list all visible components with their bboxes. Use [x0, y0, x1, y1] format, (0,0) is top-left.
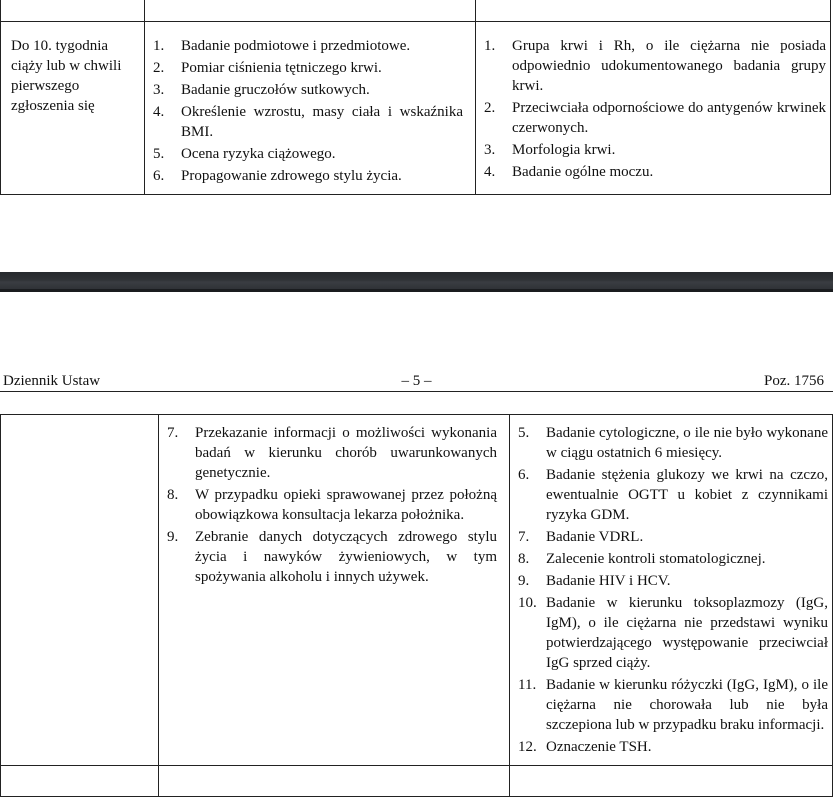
list-item	[153, 36, 463, 56]
list-item	[153, 102, 463, 142]
item-number: 6.	[518, 467, 530, 483]
journal-title: Dziennik Ustaw	[3, 373, 101, 389]
page-header	[0, 371, 833, 392]
list-item	[518, 571, 828, 591]
list-item	[518, 593, 828, 673]
exams-list	[167, 423, 497, 587]
item-number: 12.	[518, 739, 537, 755]
list-item	[484, 98, 826, 138]
item-number: 3.	[153, 82, 165, 98]
schedule-table-bottom	[0, 414, 833, 797]
item-number: 2.	[153, 60, 165, 76]
item-text: Badanie w kierunku różyczki (IgG, IgM), o ile ciężarna nie chorowała lub nie była szczepiona lub w przypadku braku informacji.	[546, 677, 828, 733]
item-number: 5.	[153, 146, 165, 162]
diagnostics-list	[518, 423, 828, 757]
item-text: Morfologia krwi.	[512, 142, 616, 158]
diagnostics-cell	[510, 415, 833, 766]
item-number: 10.	[518, 595, 537, 611]
item-text: Przekazanie informacji o możliwości wykonania badań w kierunku chorób uwarunkowanych genetycznie.	[195, 425, 497, 481]
list-item	[518, 675, 828, 735]
schedule-table-top	[0, 0, 831, 195]
list-item	[518, 465, 828, 525]
table-row	[1, 22, 831, 195]
list-item	[153, 144, 463, 164]
list-item	[518, 549, 828, 569]
list-item	[484, 162, 826, 182]
list-item	[167, 527, 497, 587]
item-text: Pomiar ciśnienia tętniczego krwi.	[181, 60, 382, 76]
page-separator-edge	[0, 289, 833, 292]
period-cell: Do 10. tygodnia ciąży lub w chwili pierwszego zgłoszenia się	[1, 22, 145, 195]
list-item	[484, 140, 826, 160]
list-item	[518, 527, 828, 547]
list-item	[153, 80, 463, 100]
exams-cell	[145, 22, 476, 195]
item-number: 9.	[167, 529, 179, 545]
diagnostics-cell	[476, 22, 831, 195]
diagnostics-list	[484, 36, 826, 182]
list-item	[153, 58, 463, 78]
exams-cell	[159, 415, 510, 766]
item-number: 8.	[518, 551, 530, 567]
period-cell	[1, 415, 159, 766]
list-item	[167, 485, 497, 525]
list-item	[153, 166, 463, 186]
position-number: Poz. 1756	[764, 373, 824, 389]
item-text: Badanie podmiotowe i przedmiotowe.	[181, 38, 411, 54]
table-row	[1, 415, 833, 766]
table-row-next	[1, 766, 833, 797]
item-text: Badanie VDRL.	[546, 529, 644, 545]
item-text: Propagowanie zdrowego stylu życia.	[181, 168, 402, 184]
item-number: 11.	[518, 677, 537, 693]
item-number: 7.	[167, 425, 179, 441]
item-number: 1.	[484, 38, 496, 54]
item-text: Badanie ogólne moczu.	[512, 164, 654, 180]
item-text: Badanie cytologiczne, o ile nie było wykonane w ciągu ostatnich 6 miesięcy.	[546, 425, 828, 461]
item-number: 3.	[484, 142, 496, 158]
item-text: Badanie gruczołów sutkowych.	[181, 82, 370, 98]
item-text: W przypadku opieki sprawowanej przez położną obowiązkowa konsultacja lekarza położnika.	[195, 487, 497, 523]
page-number: – 5 –	[401, 373, 432, 389]
list-item	[518, 423, 828, 463]
item-number: 4.	[484, 164, 496, 180]
item-text: Badanie stężenia glukozy we krwi na czczo, ewentualnie OGTT u kobiet z czynnikami ryzyka GDM.	[546, 467, 828, 523]
item-text: Określenie wzrostu, masy ciała i wskaźnika BMI.	[181, 104, 463, 140]
item-number: 2.	[484, 100, 496, 116]
item-number: 9.	[518, 573, 530, 589]
item-number: 8.	[167, 487, 179, 503]
item-text: Oznaczenie TSH.	[546, 739, 652, 755]
table-row-previous	[1, 0, 831, 22]
item-text: Zalecenie kontroli stomatologicznej.	[546, 551, 766, 567]
item-number: 5.	[518, 425, 530, 441]
item-number: 4.	[153, 104, 165, 120]
item-text: Badanie HIV i HCV.	[546, 573, 671, 589]
list-item	[167, 423, 497, 483]
list-item	[518, 737, 828, 757]
item-text: Zebranie danych dotyczących zdrowego stylu życia i nawyków żywieniowych, w tym spożywania alkoholu i innych używek.	[195, 529, 497, 585]
item-text: Grupa krwi i Rh, o ile ciężarna nie posiada odpowiednio udokumentowanego badania grupy krwi.	[512, 38, 826, 94]
item-text: Badanie w kierunku toksoplazmozy (IgG, IgM), o ile ciężarna nie przedstawi wyniku potwierdzającego występowanie przeciwciał IgG sprzed ciąży.	[546, 595, 828, 671]
item-number: 1.	[153, 38, 165, 54]
item-text: Przeciwciała odpornościowe do antygenów krwinek czerwonych.	[512, 100, 826, 136]
list-item	[484, 36, 826, 96]
item-text: Ocena ryzyka ciążowego.	[181, 146, 336, 162]
item-number: 7.	[518, 529, 530, 545]
item-number: 6.	[153, 168, 165, 184]
exams-list	[153, 36, 463, 186]
